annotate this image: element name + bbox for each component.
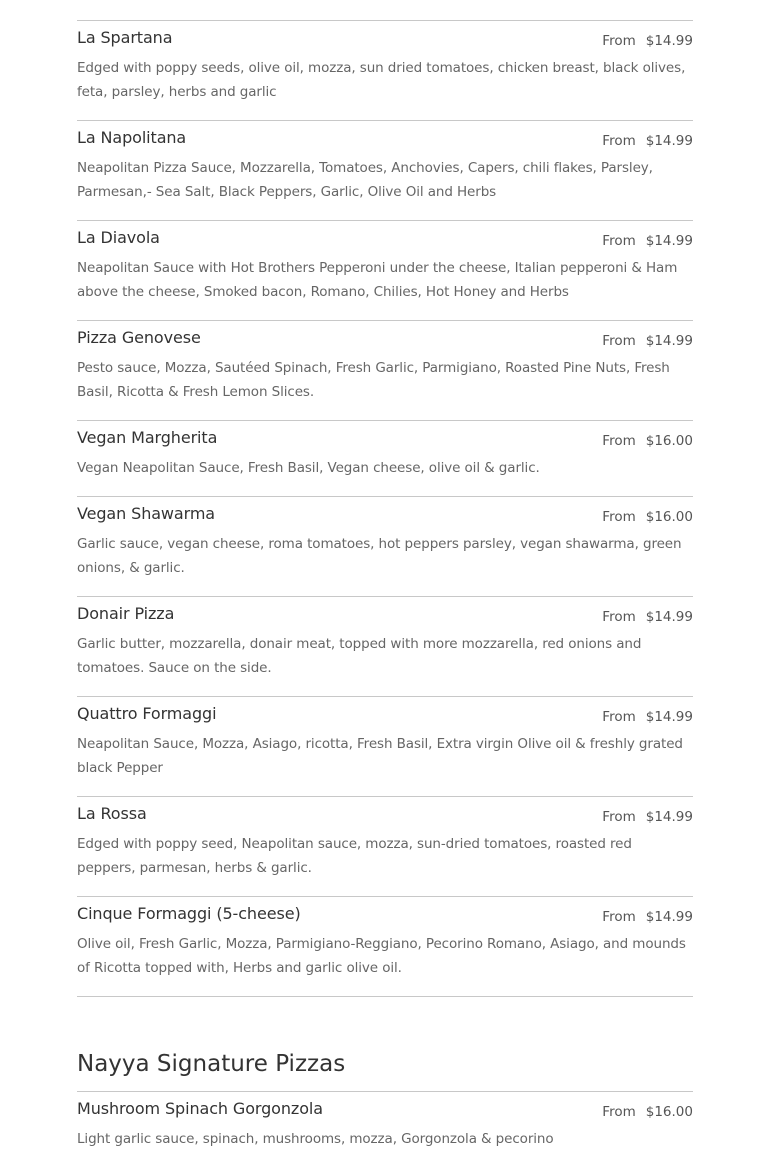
price-value: $16.00: [645, 1104, 693, 1120]
item-price: [602, 907, 693, 927]
price-prefix: From: [602, 809, 636, 825]
section-title-signature-pizzas: Nayya Signature Pizzas: [77, 1049, 693, 1092]
item-description: Light garlic sauce, spinach, mushrooms, mozza, Gorgonzola & pecorino: [77, 1131, 554, 1147]
menu-item-donair-pizza[interactable]: [77, 597, 693, 697]
price-value: $16.00: [645, 433, 693, 449]
item-name: Donair Pizza: [77, 604, 175, 623]
item-description: Pesto sauce, Mozza, Sautéed Spinach, Fresh Garlic, Parmigiano, Roasted Pine Nuts, Fresh Basil, Ricotta & Fresh Lemon Slices.: [77, 360, 670, 400]
item-name: Vegan Margherita: [77, 428, 218, 447]
price-prefix: From: [602, 609, 636, 625]
item-description: Olive oil, Fresh Garlic, Mozza, Parmigiano-Reggiano, Pecorino Romano, Asiago, and mounds of Ricotta topped with, Herbs and garlic olive oil.: [77, 936, 686, 976]
menu-item-la-rossa[interactable]: [77, 797, 693, 897]
menu-item-la-napolitana[interactable]: [77, 121, 693, 221]
price-prefix: From: [602, 909, 636, 925]
item-name: Quattro Formaggi: [77, 704, 217, 723]
item-name: La Diavola: [77, 228, 160, 247]
item-description: Neapolitan Sauce with Hot Brothers Pepperoni under the cheese, Italian pepperoni & Ham above the cheese, Smoked bacon, Romano, Chilies, Hot Honey and Herbs: [77, 260, 678, 300]
price-prefix: From: [602, 509, 636, 525]
menu-item-la-spartana[interactable]: [77, 21, 693, 121]
price-value: $14.99: [645, 809, 693, 825]
menu-item-la-diavola[interactable]: [77, 221, 693, 321]
item-price: [602, 707, 693, 727]
menu-list: [77, 0, 693, 1167]
price-value: $14.99: [645, 609, 693, 625]
item-price: [602, 131, 693, 151]
item-description: Vegan Neapolitan Sauce, Fresh Basil, Vegan cheese, olive oil & garlic.: [77, 460, 540, 476]
item-name: La Rossa: [77, 804, 147, 823]
price-prefix: From: [602, 709, 636, 725]
price-value: $16.00: [645, 509, 693, 525]
item-price: [602, 807, 693, 827]
item-name: Cinque Formaggi (5-cheese): [77, 904, 301, 923]
price-value: $14.99: [645, 133, 693, 149]
price-prefix: From: [602, 433, 636, 449]
price-value: $14.99: [645, 333, 693, 349]
item-price: [602, 607, 693, 627]
menu-item-mushroom-spinach-gorgonzola[interactable]: [77, 1092, 693, 1167]
item-price: [602, 431, 693, 451]
item-name: Mushroom Spinach Gorgonzola: [77, 1099, 323, 1118]
price-prefix: From: [602, 133, 636, 149]
item-name: Vegan Shawarma: [77, 504, 216, 523]
price-prefix: From: [602, 33, 636, 49]
item-price: [602, 1102, 693, 1122]
item-price: [602, 331, 693, 351]
item-name: Pizza Genovese: [77, 328, 201, 347]
price-prefix: From: [602, 1104, 636, 1120]
item-description: Garlic sauce, vegan cheese, roma tomatoes, hot peppers parsley, vegan shawarma, green onions, & garlic.: [77, 536, 682, 576]
item-description: Edged with poppy seed, Neapolitan sauce, mozza, sun-dried tomatoes, roasted red peppers, parmesan, herbs & garlic.: [77, 836, 632, 876]
item-name: La Spartana: [77, 28, 173, 47]
item-price: [602, 231, 693, 251]
price-prefix: From: [602, 233, 636, 249]
item-price: [602, 507, 693, 527]
item-price: [602, 31, 693, 51]
price-prefix: From: [602, 333, 636, 349]
menu-item-pizza-genovese[interactable]: [77, 321, 693, 421]
menu-item-cinque-formaggi[interactable]: [77, 897, 693, 997]
menu-item-quattro-formaggi[interactable]: [77, 697, 693, 797]
price-value: $14.99: [645, 709, 693, 725]
item-description: Garlic butter, mozzarella, donair meat, topped with more mozzarella, red onions and tomatoes. Sauce on the side.: [77, 636, 642, 676]
item-description: Neapolitan Sauce, Mozza, Asiago, ricotta, Fresh Basil, Extra virgin Olive oil & freshly grated black Pepper: [77, 736, 683, 776]
price-value: $14.99: [645, 33, 693, 49]
item-name: La Napolitana: [77, 128, 187, 147]
item-description: Neapolitan Pizza Sauce, Mozzarella, Tomatoes, Anchovies, Capers, chili flakes, Parsley, Parmesan,- Sea Salt, Black Peppers, Garlic, Olive Oil and Herbs: [77, 160, 653, 200]
item-description: Edged with poppy seeds, olive oil, mozza, sun dried tomatoes, chicken breast, black olives, feta, parsley, herbs and garlic: [77, 60, 686, 100]
menu-item-vegan-shawarma[interactable]: [77, 497, 693, 597]
price-value: $14.99: [645, 233, 693, 249]
menu-item-vegan-margherita[interactable]: [77, 421, 693, 497]
price-value: $14.99: [645, 909, 693, 925]
